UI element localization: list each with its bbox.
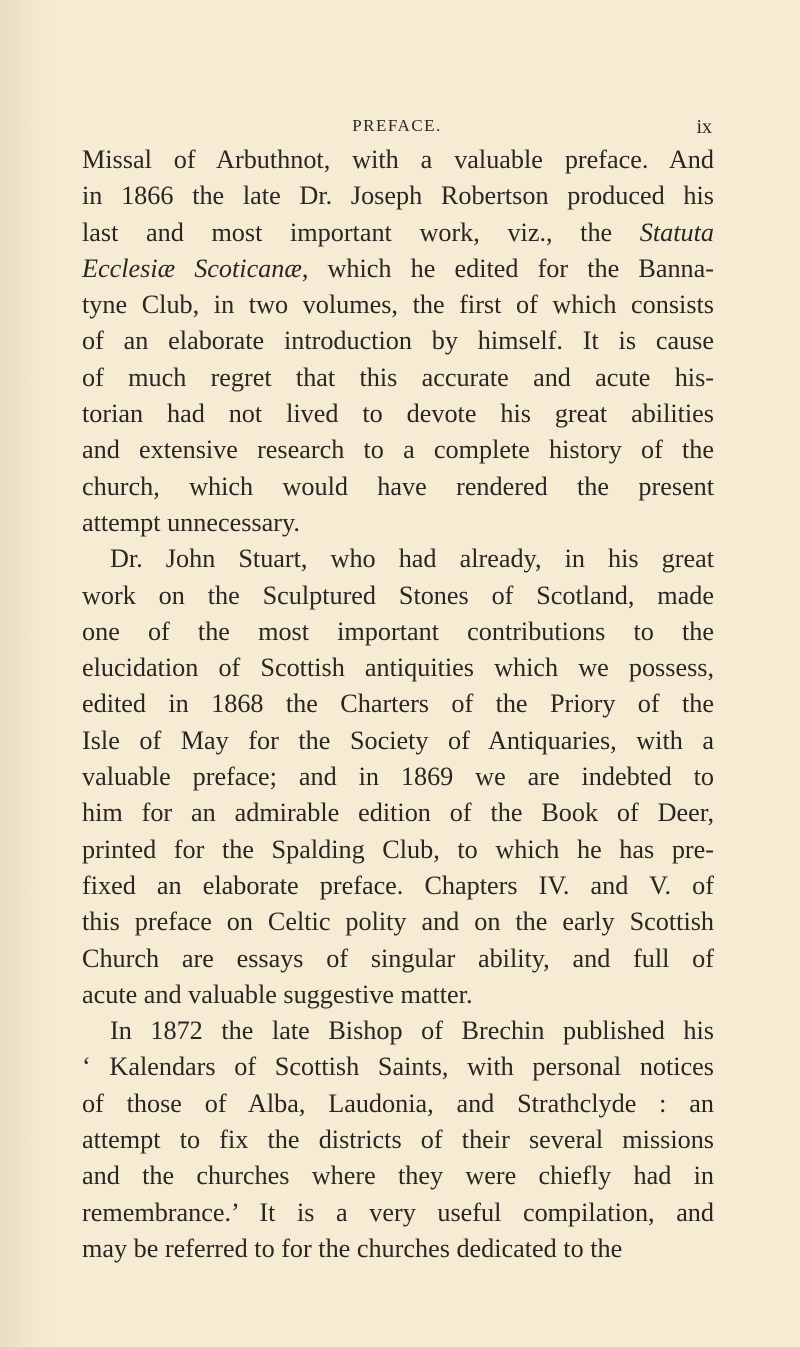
text-line: Missal of Arbuthnot, with a valuable preface. And	[82, 145, 714, 174]
text-line: ‘ Kalendars of Scottish Saints, with personal notices	[82, 1052, 714, 1082]
text-line: church, which would have rendered the present	[82, 471, 714, 501]
body-text	[82, 142, 714, 1267]
text-line: in 1866 the late Dr. Joseph Robertson produced his	[82, 181, 714, 211]
text-line: edited in 1868 the Charters of the Priory of the	[82, 689, 714, 719]
italic-title: Statuta	[639, 217, 714, 247]
paragraph-start-line: In 1872 the late Bishop of Brechin published his	[110, 1016, 714, 1046]
text-line: Ecclesiæ Scoticanæ, which he edited for the Banna-	[82, 253, 714, 283]
text-line: work on the Sculptured Stones of Scotland, made	[82, 580, 714, 610]
italic-title: Ecclesiæ Scoticanæ	[82, 253, 302, 283]
text-line: Church are essays of singular ability, and full of	[82, 943, 714, 973]
text-line: of much regret that this accurate and acute his-	[82, 362, 714, 392]
running-head	[82, 116, 712, 140]
text-line: attempt to fix the districts of their several missions	[82, 1125, 714, 1155]
text-line: one of the most important contributions to the	[82, 616, 714, 646]
paragraph-start-line: Dr. John Stuart, who had already, in his great	[110, 544, 714, 574]
text-line: tyne Club, in two volumes, the first of which consists	[82, 290, 714, 320]
page-number: ix	[696, 116, 712, 138]
text-line: acute and valuable suggestive matter.	[82, 979, 473, 1009]
text-line: valuable preface; and in 1869 we are indebted to	[82, 762, 714, 792]
text-line: last and most important work, viz., the Statuta	[82, 217, 714, 247]
text-line: of those of Alba, Laudonia, and Strathclyde : an	[82, 1088, 714, 1118]
text-line: printed for the Spalding Club, to which he has pre-	[82, 834, 714, 864]
text-line: may be referred to for the churches dedicated to the	[82, 1233, 623, 1263]
text-line: and extensive research to a complete history of the	[82, 435, 714, 465]
text-line: torian had not lived to devote his great abilities	[82, 399, 714, 429]
text-line: remembrance.’ It is a very useful compilation, and	[82, 1197, 714, 1227]
text-line: and the churches where they were chiefly had in	[82, 1161, 714, 1191]
running-title: PREFACE.	[352, 116, 442, 135]
text-line: fixed an elaborate preface. Chapters IV. and V. of	[82, 870, 714, 900]
text-line: Isle of May for the Society of Antiquaries, with a	[82, 725, 714, 755]
text-line: this preface on Celtic polity and on the early Scottish	[82, 907, 714, 937]
text-line: of an elaborate introduction by himself. It is cause	[82, 326, 714, 356]
text-line: elucidation of Scottish antiquities which we possess,	[82, 653, 714, 683]
text-line: him for an admirable edition of the Book of Deer,	[82, 798, 714, 828]
text-line: attempt unnecessary.	[82, 507, 300, 537]
